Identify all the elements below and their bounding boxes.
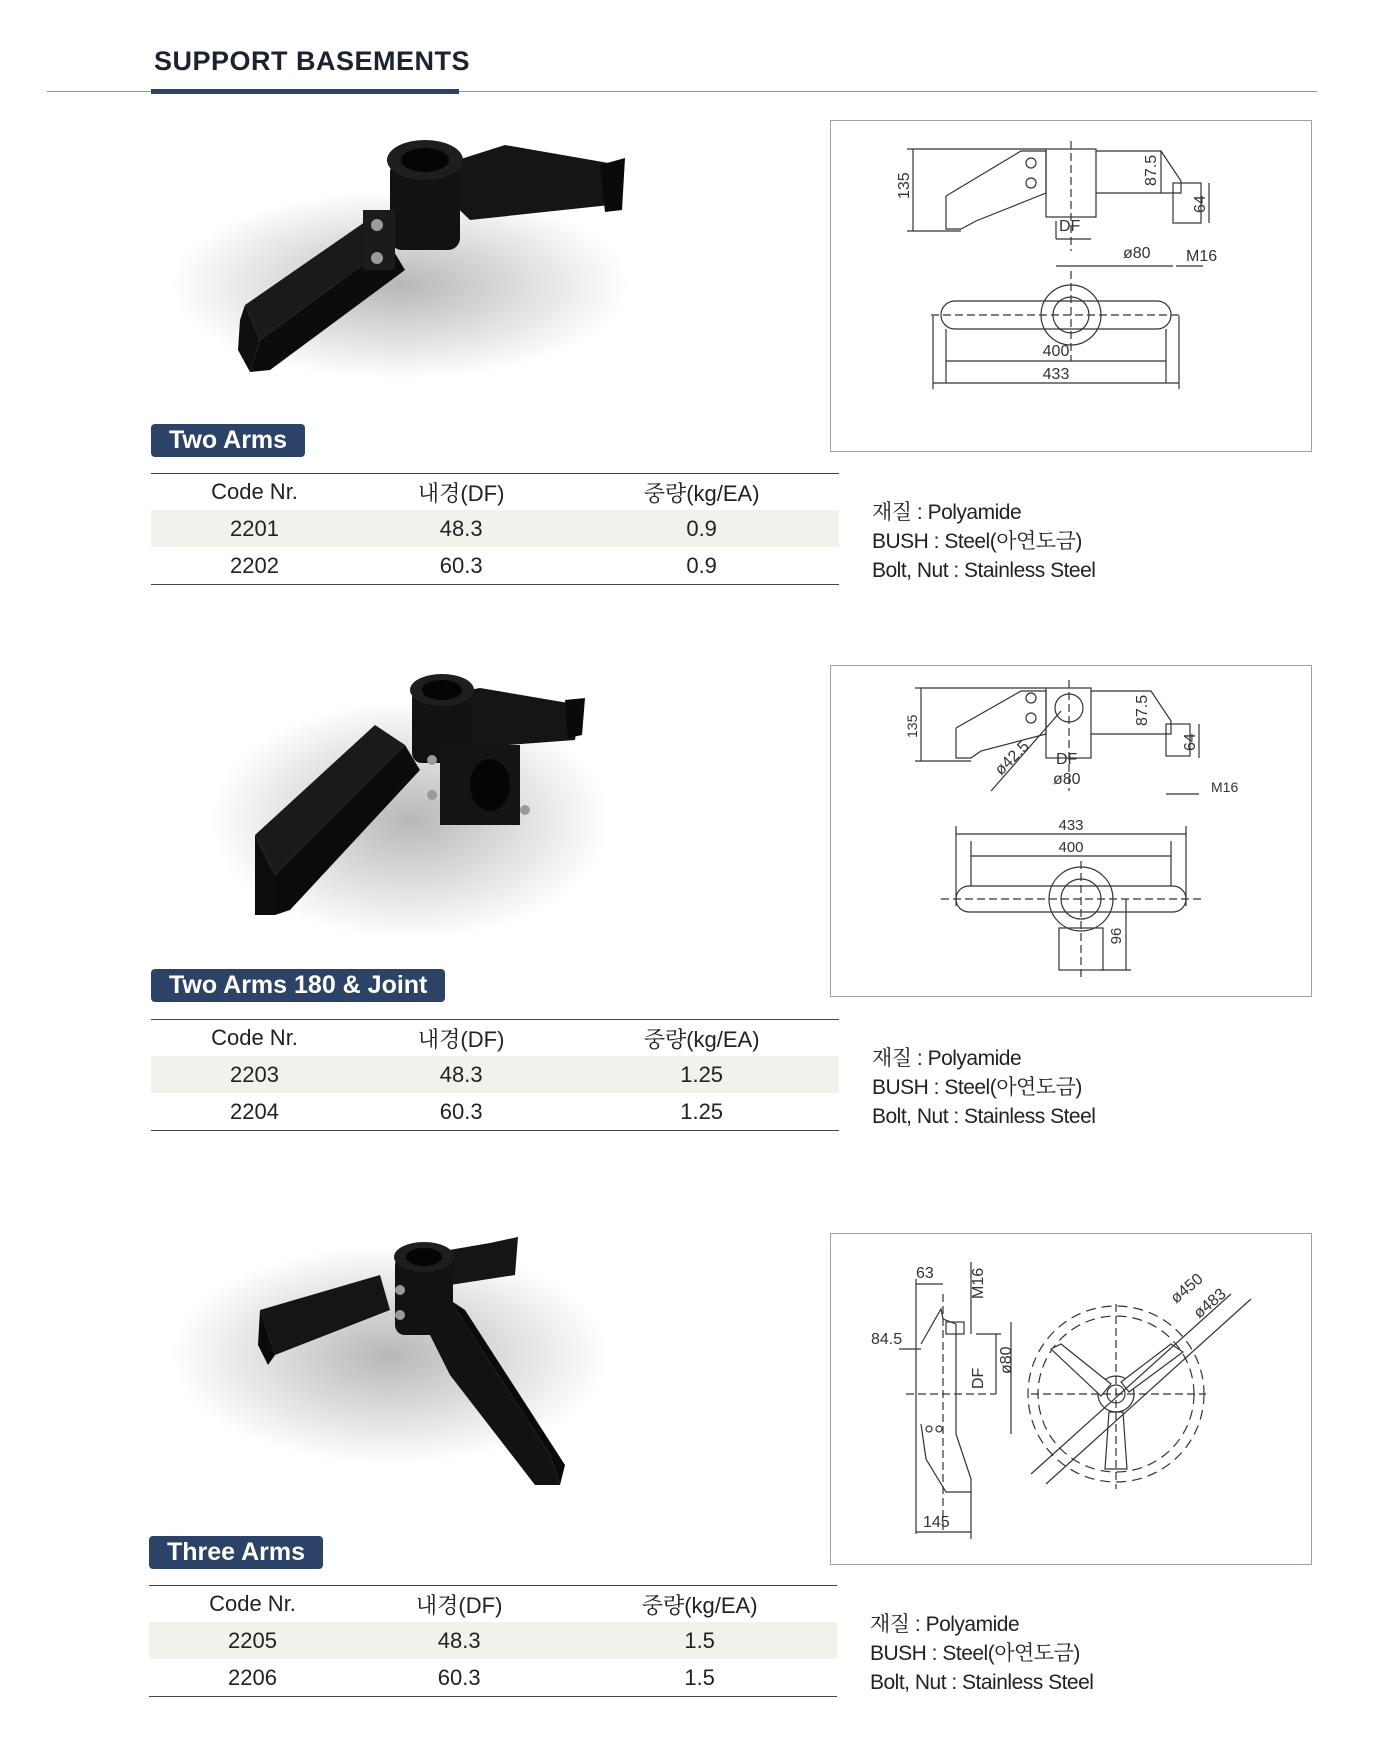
dim-400: 400 xyxy=(1058,839,1084,856)
bolt-line: Bolt, Nut : Stainless Steel xyxy=(872,559,1096,582)
cell-code: 2206 xyxy=(149,1659,356,1697)
dim-df: DF xyxy=(970,1367,987,1389)
dim-433: 433 xyxy=(1042,366,1070,383)
header-code: Code Nr. xyxy=(151,474,358,511)
cell-weight: 1.25 xyxy=(564,1056,839,1093)
table-row xyxy=(151,547,839,585)
dim-d483: ø483 xyxy=(1190,1285,1230,1323)
materials-two-arms xyxy=(872,498,1095,585)
table-row xyxy=(151,1056,839,1093)
cell-weight: 0.9 xyxy=(564,510,839,547)
header-code: Code Nr. xyxy=(151,1020,358,1057)
dim-64: 64 xyxy=(1182,733,1199,751)
dim-m16: M16 xyxy=(970,1267,987,1299)
dim-m16: M16 xyxy=(1211,779,1239,795)
technical-drawing-three-arms xyxy=(830,1233,1312,1565)
table-row xyxy=(151,1093,839,1131)
header-weight: 중량(kg/EA) xyxy=(564,1020,839,1057)
cell-df: 48.3 xyxy=(358,1056,564,1093)
cell-code: 2202 xyxy=(151,547,358,585)
dim-d42-5: ø42.5 xyxy=(991,737,1033,779)
dim-84-5: 84.5 xyxy=(871,1331,903,1348)
cell-df: 60.3 xyxy=(358,547,564,585)
header-code: Code Nr. xyxy=(149,1586,356,1623)
header-weight: 중량(kg/EA) xyxy=(564,474,839,511)
dim-87-5: 87.5 xyxy=(1143,154,1160,186)
dim-96: 96 xyxy=(1108,927,1125,945)
dim-m16: M16 xyxy=(1186,248,1218,265)
spec-table-three-arms xyxy=(149,1585,837,1697)
bush-line: BUSH : Steel(아연도금) xyxy=(872,1076,1082,1099)
table-row xyxy=(149,1622,837,1659)
material-line: 재질 : Polyamide xyxy=(872,1047,1022,1070)
header-df: 내경(DF) xyxy=(358,474,564,511)
dim-145: 145 xyxy=(923,1514,950,1531)
product-photo-two-arms xyxy=(150,110,690,410)
page-title: SUPPORT BASEMENTS xyxy=(154,46,471,76)
dim-87-5: 87.5 xyxy=(1134,694,1151,726)
dim-135: 135 xyxy=(904,714,920,738)
product-tag-three-arms: Three Arms xyxy=(149,1536,323,1569)
material-line: 재질 : Polyamide xyxy=(872,501,1022,524)
product-tag-two-arms-joint: Two Arms 180 & Joint xyxy=(151,969,445,1002)
cell-df: 60.3 xyxy=(356,1659,562,1697)
dim-df: DF xyxy=(1056,751,1078,768)
technical-drawing-two-arms-joint xyxy=(830,665,1312,997)
cell-code: 2204 xyxy=(151,1093,358,1131)
bolt-line: Bolt, Nut : Stainless Steel xyxy=(870,1671,1094,1694)
dim-400: 400 xyxy=(1042,343,1070,360)
cell-df: 48.3 xyxy=(356,1622,562,1659)
table-row xyxy=(149,1659,837,1697)
cell-code: 2201 xyxy=(151,510,358,547)
dim-135: 135 xyxy=(896,172,913,199)
dim-d450: ø450 xyxy=(1167,1270,1207,1308)
dim-df: DF xyxy=(1059,218,1081,235)
spec-table-two-arms xyxy=(151,473,839,585)
dim-64: 64 xyxy=(1192,195,1209,213)
cell-code: 2203 xyxy=(151,1056,358,1093)
title-accent-bar xyxy=(151,89,459,94)
product-tag-two-arms: Two Arms xyxy=(151,424,305,457)
header-df: 내경(DF) xyxy=(356,1586,562,1623)
cell-weight: 1.5 xyxy=(562,1659,837,1697)
spec-table-two-arms-joint xyxy=(151,1019,839,1131)
cell-weight: 0.9 xyxy=(564,547,839,585)
dim-d80: ø80 xyxy=(998,1346,1015,1374)
product-photo-three-arms xyxy=(150,1215,690,1515)
materials-three-arms xyxy=(870,1610,1093,1697)
header-weight: 중량(kg/EA) xyxy=(562,1586,837,1623)
table-row xyxy=(151,510,839,547)
product-photo-two-arms-joint xyxy=(150,660,690,960)
bush-line: BUSH : Steel(아연도금) xyxy=(870,1642,1080,1665)
materials-two-arms-joint xyxy=(872,1044,1095,1131)
cell-df: 48.3 xyxy=(358,510,564,547)
cell-code: 2205 xyxy=(149,1622,356,1659)
bolt-line: Bolt, Nut : Stainless Steel xyxy=(872,1105,1096,1128)
dim-d80: ø80 xyxy=(1123,245,1151,262)
bush-line: BUSH : Steel(아연도금) xyxy=(872,530,1082,553)
dim-d80: ø80 xyxy=(1053,771,1081,788)
cell-df: 60.3 xyxy=(358,1093,564,1131)
dim-433: 433 xyxy=(1058,817,1084,834)
cell-weight: 1.5 xyxy=(562,1622,837,1659)
material-line: 재질 : Polyamide xyxy=(870,1613,1020,1636)
dim-63: 63 xyxy=(916,1265,934,1282)
technical-drawing-two-arms xyxy=(830,120,1312,452)
cell-weight: 1.25 xyxy=(564,1093,839,1131)
header-df: 내경(DF) xyxy=(358,1020,564,1057)
